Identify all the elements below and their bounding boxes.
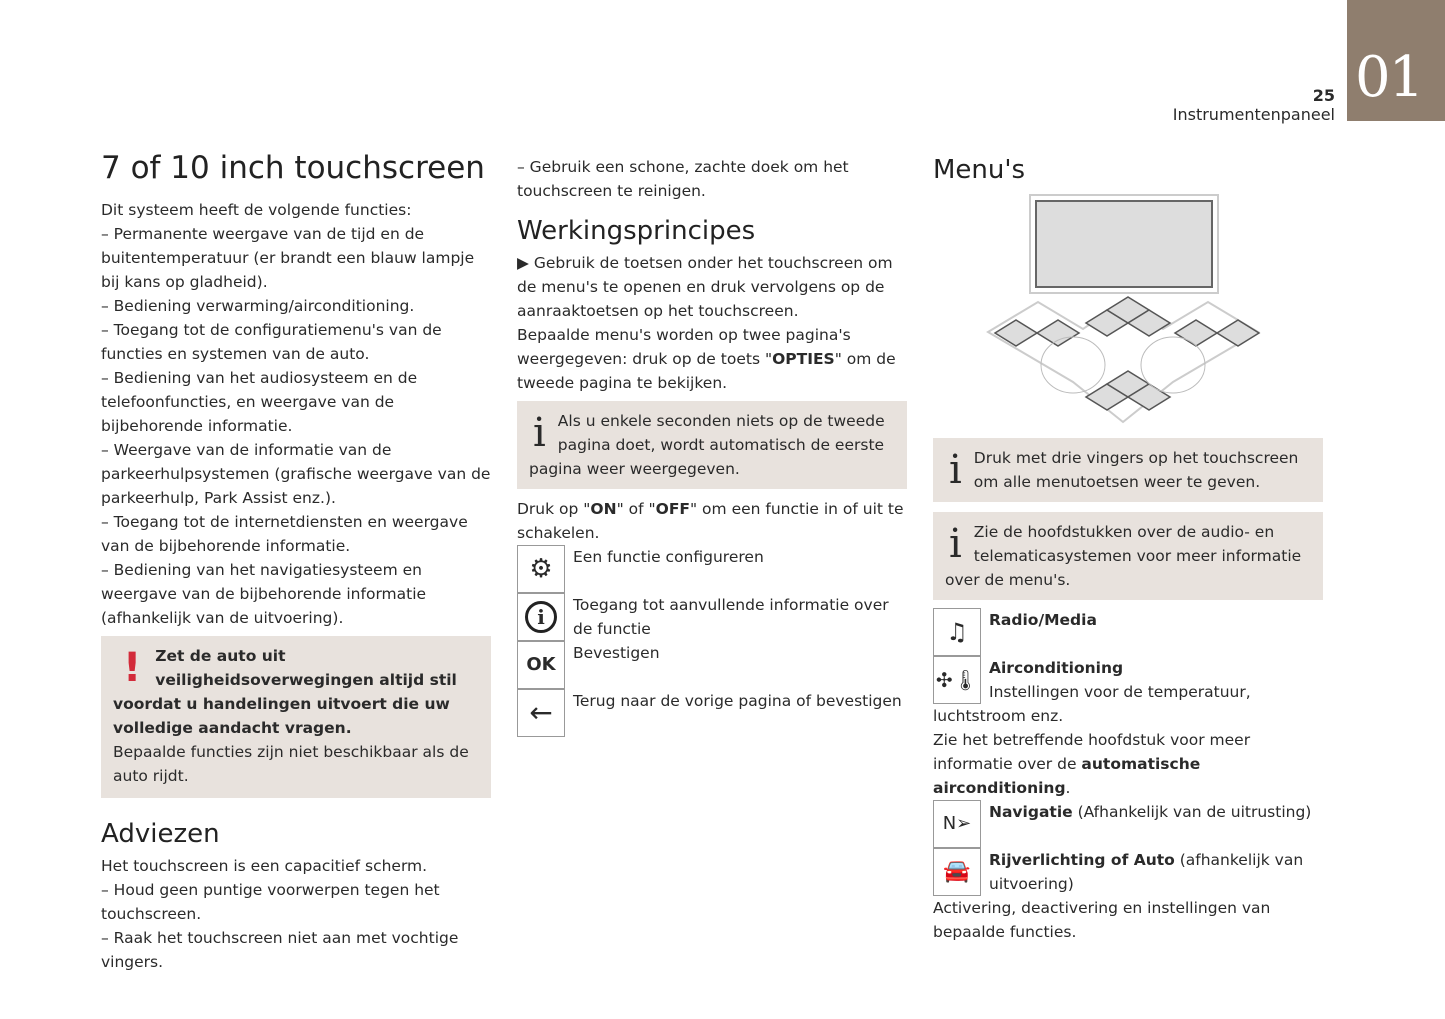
principles-text: ▶ Gebruik de toetsen onder het touchscreen om de menu's te openen en druk vervolgens op de aanraaktoetsen op het touchscreen.: [517, 254, 893, 320]
menu-item-navigation: N➢ Navigatie (Afhankelijk van de uitrusting): [933, 800, 1323, 848]
info-icon: i: [949, 447, 962, 493]
list-item: – Permanente weergave van de tijd en de buitentemperatuur (er brandt een blauw lampje bij kans op gladheid).: [101, 225, 475, 291]
menu-item-airconditioning: ✣🌡 Airconditioning Instellingen voor de temperatuur, luchtstroom enz. Zie het betreffende hoofdstuk voor meer informatie over de automatische airconditioning.: [933, 656, 1323, 800]
info-box: i Als u enkele seconden niets op de tweede pagina doet, wordt automatisch de eerste pagina weer weergegeven.: [517, 401, 907, 489]
section-title: Instrumentenpaneel: [1172, 105, 1335, 124]
list-item: – Bediening verwarming/airconditioning.: [101, 297, 415, 315]
on-off-text: Druk op "ON" of "OFF" om een functie in of uit te schakelen.: [517, 500, 904, 542]
car-description: Activering, deactivering en instellingen van bepaalde functies.: [933, 899, 1271, 941]
advice-item: – Raak het touchscreen niet aan met vochtige vingers.: [101, 929, 459, 971]
icon-row: ← Terug naar de vorige pagina of bevestigen: [517, 689, 907, 737]
warning-box: [101, 636, 491, 798]
warning-icon: !: [123, 645, 142, 691]
list-item: – Bediening van het navigatiesysteem en weergave van de bijbehorende informatie (afhankelijk van de uitvoering).: [101, 561, 427, 627]
menu-item-car: 🚘 Rijverlichting of Auto (afhankelijk van uitvoering): [933, 848, 1323, 896]
warning-text: Bepaalde functies zijn niet beschikbaar als de auto rijdt.: [113, 743, 469, 785]
principles-title: Werkingsprincipes: [517, 216, 756, 246]
fan-thermometer-icon: ✣🌡: [933, 656, 981, 704]
advice-item: – Houd geen puntige voorwerpen tegen het touchscreen.: [101, 881, 440, 923]
menu-item-radio: ♫ Radio/Media: [933, 608, 1323, 656]
cleaning-tip: – Gebruik een schone, zachte doek om het touchscreen te reinigen.: [517, 158, 849, 200]
ok-icon: OK: [517, 641, 565, 689]
advice-item: Het touchscreen is een capacitief scherm.: [101, 857, 428, 875]
back-arrow-icon: ←: [517, 689, 565, 737]
list-item: – Toegang tot de internetdiensten en weergave van de bijbehorende informatie.: [101, 513, 468, 555]
list-item: – Weergave van de informatie van de parkeerhulpsystemen (grafische weergave van de parkeerhulp, Park Assist enz.).: [101, 441, 491, 507]
page-number: 25: [1312, 86, 1335, 105]
music-note-icon: ♫: [933, 608, 981, 656]
advice-title: Adviezen: [101, 819, 220, 849]
middle-column: [517, 155, 907, 737]
info-icon: i: [949, 521, 962, 567]
list-item: – Bediening van het audiosysteem en de telefoonfuncties, en weergave van de bijbehorende informatie.: [101, 369, 418, 435]
options-text: Bepaalde menu's worden op twee pagina's weergegeven: druk op de toets "OPTIES" om de tweede pagina te bekijken.: [517, 326, 896, 392]
list-item: – Toegang tot de configuratiemenu's van de functies en systemen van de auto.: [101, 321, 442, 363]
left-column: [101, 150, 491, 974]
intro: Dit systeem heeft de volgende functies:: [101, 201, 412, 219]
chapter-tab: 01: [1347, 0, 1445, 121]
warning-bold: Zet de auto uit veiligheidsoverwegingen altijd stil voordat u handelingen uitvoert die uw volledige aandacht vragen.: [113, 647, 457, 737]
navigation-arrow-icon: N➢: [933, 800, 981, 848]
icon-row: OK Bevestigen: [517, 641, 907, 689]
info-icon: i: [517, 593, 565, 641]
icon-row: i Toegang tot aanvullende informatie over de functie: [517, 593, 907, 641]
info-icon: i: [533, 410, 546, 456]
gear-icon: ⚙: [517, 545, 565, 593]
touchscreen-diagram: [983, 192, 1273, 432]
car-icon: 🚘: [933, 848, 981, 896]
info-box: i Druk met drie vingers op het touchscreen om alle menutoetsen weer te geven.: [933, 438, 1323, 502]
right-column: [933, 150, 1323, 944]
info-box: i Zie de hoofdstukken over de audio- en telematicasystemen voor meer informatie over de menu's.: [933, 512, 1323, 600]
menus-title: Menu's: [933, 155, 1026, 185]
page-title: 7 of 10 inch touchscreen: [101, 150, 485, 186]
icon-row: ⚙ Een functie configureren: [517, 545, 907, 593]
